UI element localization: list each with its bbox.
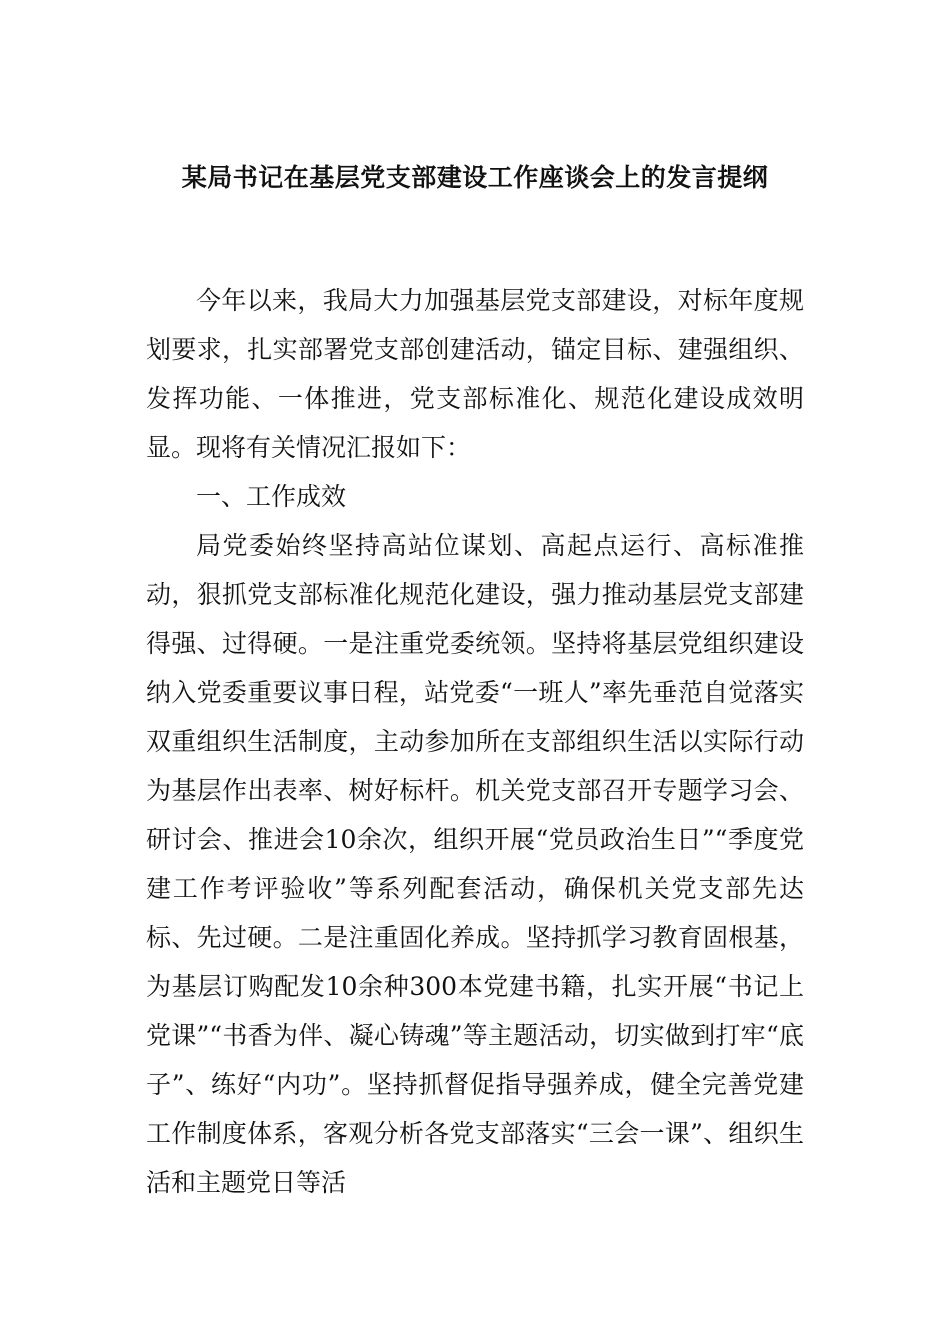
document-title: 某局书记在基层党支部建设工作座谈会上的发言提纲: [181, 163, 769, 192]
document-body: [146, 276, 804, 1207]
section-heading: 一、工作成效: [196, 482, 347, 511]
paragraph-achievements: 局党委始终坚持高站位谋划、高起点运行、高标准推动，狠抓党支部标准化规范化建设，强力推动基层党支部建得强、过得硬。一是注重党委统领。坚持将基层党组织建设纳入党委重要议事日程，站党委“一班人”率先垂范自觉落实双重组织生活制度，主动参加所在支部组织生活以实际行动为基层作出表率、树好标杆。机关党支部召开专题学习会、研讨会、推进会10余次，组织开展“党员政治生日”“季度党建工作考评验收”等系列配套活动，确保机关党支部先达标、先过硬。二是注重固化养成。坚持抓学习教育固根基，为基层订购配发10余种300本党建书籍，扎实开展“书记上党课”“书香为伴、凝心铸魂”等主题活动，切实做到打牢“底子”、练好“内功”。坚持抓督促指导强养成，健全完善党建工作制度体系，客观分析各党支部落实“三会一课”、组织生活和主题党日等活: [146, 531, 804, 1197]
paragraph-intro: 今年以来，我局大力加强基层党支部建设，对标年度规划要求，扎实部署党支部创建活动，锚定目标、建强组织、发挥功能、一体推进，党支部标准化、规范化建设成效明显。现将有关情况汇报如下：: [146, 286, 804, 462]
